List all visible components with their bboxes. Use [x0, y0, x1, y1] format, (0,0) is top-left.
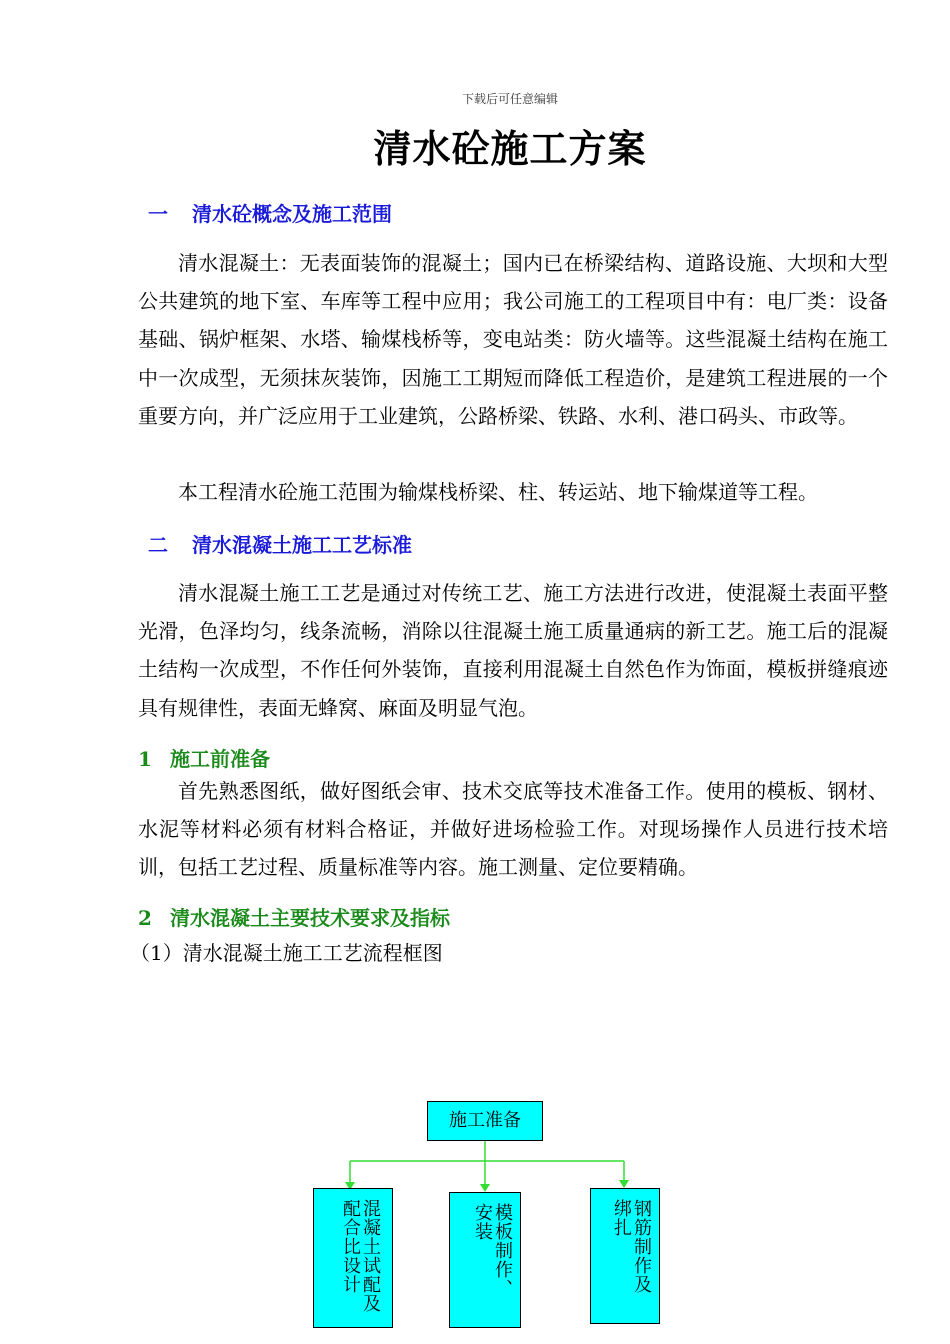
flow-box-preparation	[427, 1101, 543, 1141]
section-2-number: 二	[148, 533, 168, 557]
arrow-middle	[480, 1184, 490, 1192]
subsection-1-title: 施工前准备	[170, 747, 270, 771]
section-2-title: 清水混凝土施工工艺标准	[192, 533, 412, 557]
flowchart-caption: （1）清水混凝土施工工艺流程框图	[130, 941, 443, 965]
subsection-2-title: 清水混凝土主要技术要求及指标	[170, 906, 450, 930]
section-1-paragraph-1: 清水混凝土：无表面装饰的混凝土；国内已在桥梁结构、道路设施、大坝和大型公共建筑的地下室、车库等工程中应用；我公司施工的工程项目中有：电厂类：设备基础、锅炉框架、水塔、输煤栈桥等，变电站类：防火墙等。这些混凝土结构在施工中一次成型，无须抹灰装饰，因施工工期短而降低工程造价，是建筑工程进展的一个重要方向，并广泛应用于工业建筑，公路桥梁、铁路、水利、港口码头、市政等。	[138, 251, 888, 428]
subsection-2-number: 2	[138, 906, 152, 930]
arrow-right	[619, 1180, 629, 1188]
subsection-1-paragraph: 首先熟悉图纸，做好图纸会审、技术交底等技术准备工作。使用的模板、钢材、水泥等材料必须有材料合格证，并做好进场检验工作。对现场操作人员进行技术培训，包括工艺过程、质量标准等内容。施工测量、定位要精确。	[138, 779, 888, 880]
page-header: 下载后可任意编辑	[461, 92, 558, 106]
flow-box-rebar	[590, 1188, 660, 1324]
flow-box-mix-design	[313, 1188, 393, 1328]
section-1-title: 清水砼概念及施工范围	[192, 202, 392, 226]
flow-box-rebar-label: 钢筋制作及绑扎	[611, 1199, 652, 1294]
flow-box-preparation-label: 施工准备	[449, 1110, 521, 1131]
subsection-1-number: 1	[138, 747, 152, 771]
section-1-paragraph-2: 本工程清水砼施工范围为输煤栈桥梁、柱、转运站、地下输煤道等工程。	[178, 480, 818, 504]
section-1-number: 一	[148, 202, 168, 226]
flow-box-formwork	[449, 1192, 521, 1328]
flow-box-formwork-label: 模板制作、安装	[472, 1203, 513, 1298]
document-title: 清水砼施工方案	[373, 127, 647, 171]
section-2-paragraph-1: 清水混凝土施工工艺是通过对传统工艺、施工方法进行改进，使混凝土表面平整光滑，色泽均匀，线条流畅，消除以往混凝土施工质量通病的新工艺。施工后的混凝土结构一次成型，不作任何外装饰，直接利用混凝土自然色作为饰面，模板拼缝痕迹具有规律性，表面无蜂窝、麻面及明显气泡。	[138, 581, 888, 720]
flow-box-mix-design-label: 混凝土试配及配合比设计	[340, 1199, 381, 1313]
